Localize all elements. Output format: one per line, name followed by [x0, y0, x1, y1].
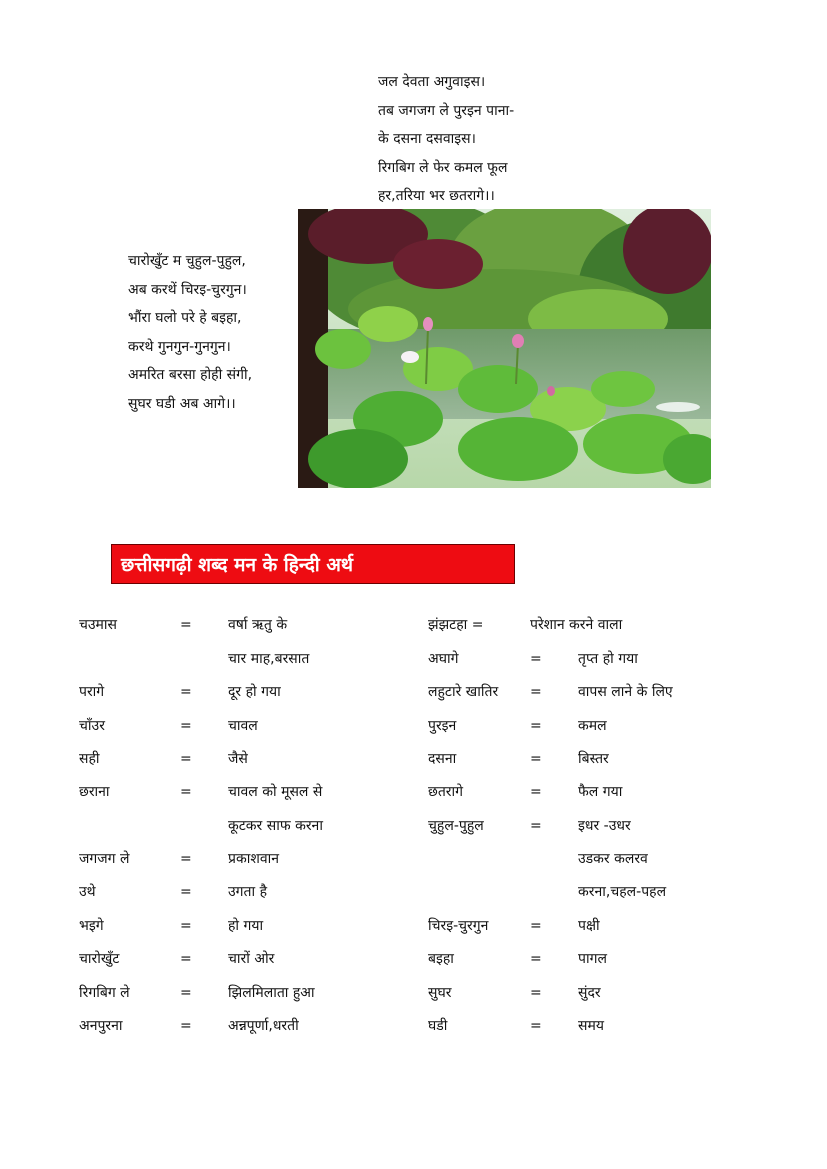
glossary-meaning: कमल: [578, 718, 607, 734]
glossary-equals: =: [180, 617, 192, 633]
glossary-meaning: परेशान करने वाला: [530, 617, 623, 633]
glossary-word: भइगे: [79, 918, 104, 934]
glossary-word: पुरइन: [428, 718, 457, 734]
glossary-equals: =: [180, 851, 192, 867]
glossary-meaning: फैल गया: [578, 784, 623, 800]
glossary-meaning: बिस्तर: [578, 751, 609, 767]
glossary-word: चाँउर: [79, 718, 105, 734]
glossary-equals: =: [530, 818, 542, 834]
glossary-meaning: अन्नपूर्णा,धरती: [228, 1018, 299, 1034]
poem-line: तब जगजग ले पुरइन पाना-: [378, 102, 515, 119]
glossary-word: लहुटारे खातिर: [428, 684, 499, 700]
glossary-meaning: समय: [578, 1018, 604, 1034]
glossary-meaning: उगता है: [228, 884, 268, 900]
glossary-word: अनपुरना: [79, 1018, 123, 1034]
glossary-meaning: सुंदर: [578, 985, 601, 1001]
glossary-word: चुहुल-पुहुल: [428, 818, 484, 834]
glossary-equals: =: [530, 985, 542, 1001]
lotus-pond-photo: [298, 209, 711, 488]
glossary-equals: =: [180, 918, 192, 934]
glossary-word: रिगबिग ले: [79, 985, 130, 1001]
poem-line: चारोखुँट म चुहुल-पुहुल,: [128, 253, 246, 269]
glossary-meaning: चावल को मूसल से: [228, 784, 323, 800]
glossary-equals: =: [180, 784, 192, 800]
glossary-word: घडी: [428, 1018, 448, 1034]
poem-line: अब करथें चिरइ-चुरगुन।: [128, 281, 247, 298]
glossary-word: बइहा: [428, 951, 454, 967]
glossary-equals: =: [530, 784, 542, 800]
glossary-equals: =: [180, 985, 192, 1001]
glossary-meaning: पागल: [578, 951, 607, 967]
glossary-word: झंझटहा =: [428, 617, 484, 633]
glossary-meaning: वापस लाने के लिए: [578, 684, 673, 700]
glossary-word: चारोखुँट: [79, 951, 120, 967]
poem-line: के दसना दसवाइस।: [378, 131, 476, 147]
poem-line: हर,तरिया भर छतरागे।।: [378, 188, 495, 204]
glossary-meaning: इधर -उधर: [578, 818, 631, 834]
glossary-word: सुघर: [428, 985, 452, 1001]
glossary-word: अघागे: [428, 651, 459, 667]
glossary-word: चिरइ-चुरगुन: [428, 918, 489, 934]
glossary-equals: =: [180, 951, 192, 967]
glossary-meaning: चावल: [228, 718, 258, 734]
poem-line: भौंरा घलो परे हे बइहा,: [128, 310, 242, 326]
glossary-word: जगजग ले: [79, 851, 130, 867]
glossary-equals: =: [180, 751, 192, 767]
poem-line: रिगबिग ले फेर कमल फूल: [378, 159, 508, 176]
glossary-meaning: दूर हो गया: [228, 684, 281, 700]
glossary-equals: =: [530, 651, 542, 667]
glossary-equals: =: [530, 918, 542, 934]
poem-line: जल देवता अगुवाइस।: [378, 74, 486, 90]
glossary-equals: =: [530, 751, 542, 767]
glossary-equals: =: [180, 684, 192, 700]
glossary-meaning: हो गया: [228, 918, 264, 934]
poem-stanza-left: [128, 247, 252, 418]
glossary-meaning: कूटकर साफ करना: [228, 818, 323, 834]
glossary-meaning: चारों ओर: [228, 951, 275, 967]
poem-line: करथे गुनगुन-गुनगुन।: [128, 338, 231, 355]
glossary-meaning: तृप्त हो गया: [578, 651, 638, 667]
poem-stanza-top: [378, 68, 514, 211]
section-heading-text: छत्तीसगढ़ी शब्द मन के हिन्दी अर्थ: [121, 554, 353, 576]
glossary-word: परागे: [79, 684, 105, 700]
glossary-meaning: जैसे: [228, 751, 248, 767]
glossary-equals: =: [530, 718, 542, 734]
glossary-word: छराना: [79, 784, 110, 800]
glossary-word: उथे: [79, 884, 96, 900]
glossary-meaning: करना,चहल-पहल: [578, 884, 667, 900]
glossary-equals: =: [530, 951, 542, 967]
glossary-meaning: झिलमिलाता हुआ: [228, 985, 315, 1001]
glossary-word: छतरागे: [428, 784, 464, 800]
glossary-meaning: उडकर कलरव: [578, 851, 648, 867]
glossary-meaning: पक्षी: [578, 918, 600, 934]
glossary-equals: =: [530, 1018, 542, 1034]
glossary-meaning: चार माह,बरसात: [228, 651, 310, 667]
glossary-word: दसना: [428, 751, 457, 767]
section-heading: [111, 544, 515, 584]
glossary-equals: =: [180, 718, 192, 734]
glossary-meaning: वर्षा ऋतु के: [228, 617, 288, 633]
glossary-word: चउमास: [79, 617, 118, 633]
glossary-equals: =: [180, 884, 192, 900]
poem-line: अमरित बरसा होही संगी,: [128, 367, 253, 383]
poem-line: सुघर घडी अब आगे।।: [128, 395, 236, 412]
glossary-equals: =: [530, 684, 542, 700]
glossary-meaning: प्रकाशवान: [228, 851, 280, 867]
glossary-equals: =: [180, 1018, 192, 1034]
glossary-word: सही: [79, 751, 100, 767]
